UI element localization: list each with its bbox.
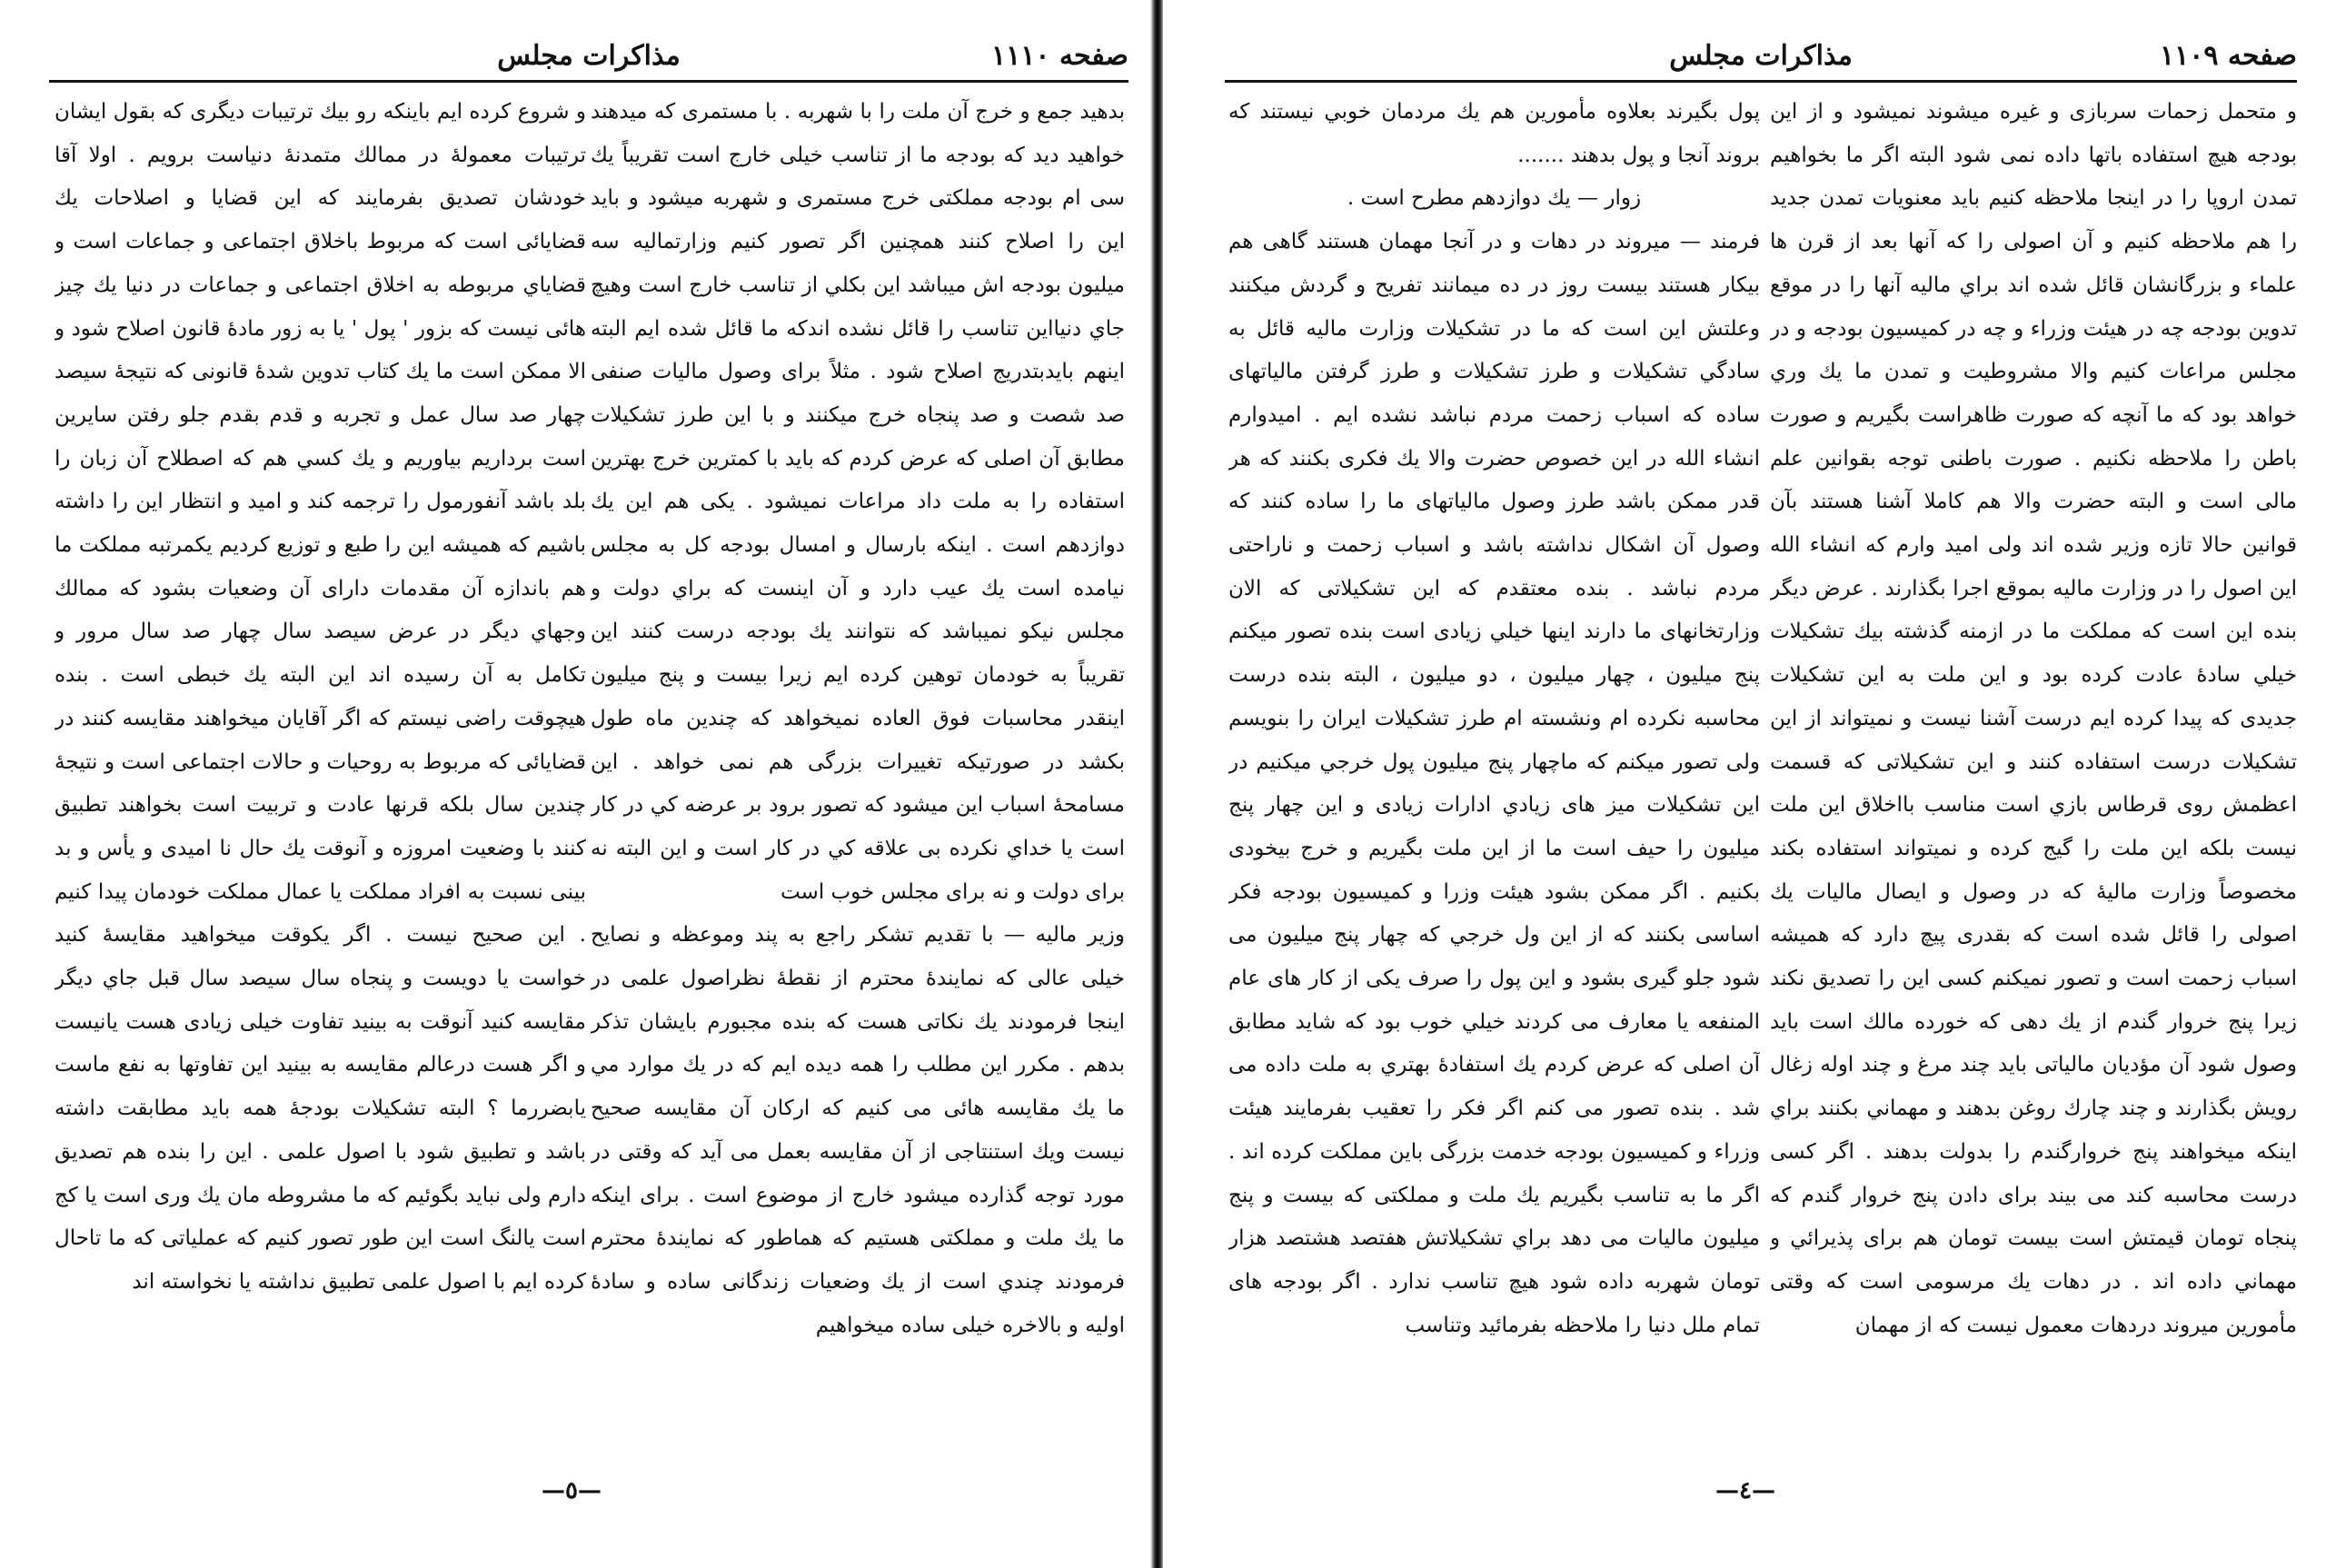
text-column-left [1228,91,1760,1476]
page-footer-number: —٤— [1715,1477,1775,1504]
paragraph: و شروع كرده ايم باينكه رو بيك ترتيبات ديگرى كه بقول ايشان ترتيبات معمولهٔ در ممالك متمدنهٔ دنياست برويم . اولا آقا خودشان تصديق بفرمايند كه اين قضايا و اصلاحات يك قضايائى است كه مربوط باخلاق اجتماعى و جماعات است و قضاياي مربوطه به اخلاق اجتماعى و جماعات در دنيا يك چيز هائى نيست كه بزور ' پول ' يا به زور مادهٔ قانون اصلاح شود و الا ممكن است ما يك كتاب تدوين شدهٔ قانونى كه نتيجهٔ سيصد چهار صد سال عمل و تجربه و قدم بقدم جلو رفتن سايرين است برداريم بياوريم و يك كسي هم كه اصطلاح آن زبان را بلد باشد آنفورمول را ترجمه كند و اميد و انتظار اين را داشته باشيم كه هميشه اين را طبع و توزيع كرديم يكمرتبه مملكت ما هم باندازه آن مقدمات داراى آن وضعيات بشود كه ممالك وجهاي ديگر در عرض سيصد سال چهار صد سال مرور و تكامل به آن رسيده اند اين البته يك خبطى است . بنده هيچوقت راضى نيستم كه اگر آقايان ميخواهند مقايسه كنند در قضايائى كه مربوط به روحيات و حالات اجتماعى است و نتيجهٔ چندين سال بلكه قرنها عادت و تربيت است بخواهند تطبيق كنند با وضعيت امروزه و آنوقت يك حال نا اميدى و يأس و بد بينى نسبت به افراد مملكت يا عمال مملكت خودمان پيدا كنيم . اين صحيح نيست . اگر يكوقت ميخواهيد مقايسهٔ كنيد خواست يا دويست و پنجاه سال سيصد سال قبل جاي ديگر مقايسه كنيد آنوقت به بينيد تفاوت خيلى زيادى هست يانيست و اگر هست درعالم مقايسه به بينيد اين تفاوتها به نفع ماست يابضررما ؟ البته تشكيلات بودجهٔ همه بايد مطابقت داشته باشد و تطبيق شود با اصول علمى . اين را بنده هم تصديق دارم ولى نبايد بگوئيم كه ما مشروطه مان يك ورى است يا كج است يالنگ است اين طور تصور كنيم كه عملياتى كه ما تاحال كرده ايم با اصول علمى تطبيق نداشته يا نخواسته اند [55,100,586,1294]
paragraph: پول بگيرند بعلاوه مأمورين هم يك مردمان خوبي نيستند كه بروند آنجا و پول بدهند ....... [1228,100,1760,167]
paragraph: فرمند — ميروند در دهات و در آنجا مهمان هستند گاهى هم بيكار هستند بيست روز در ده ميمانند تفريح و گردش ميكنند وعلتش اين است كه ما در تشكيلات وزارت ماليه قائل به سادگي تشكيلات و طرز تشكيلات و طرز گرفتن مالياتهاى ساده كه اسباب زحمت مردم نباشد نشده ايم . اميدوارم انشاء الله در اين خصوص حضرت والا يك فكرى بكنند كه هر قدر ممكن باشد طرز وصول مالياتهاى ما را ساده كنند كه وصول آن اشكال نداشته باشد و اسباب زحمت و ناراحتى مردم نباشد . بنده معتقدم كه اين تشكيلاتى كه الان وزارتخانهاى ما دارند اينها خيلي زيادى است بنده تصور ميكنم پنج ميليون ، چهار ميليون ، دو ميليون ، البته بنده درست محاسبه نكرده ام ونشسته ام طرز تشكيلات ايران را بنويسم ولى تصور ميكنم كه ماچهار پنج ميليون پول خرجي ميكنيم در اين تشكيلات ميز هاى زيادي ادارات زيادى و اين چهار پنج ميليون را حيف است ما از اين ملت بگيريم و خرج بيخودى بكنيم . اگر ممكن بشود هيئت وزرا و كميسيون بودجه فكر اساسى بكنند كه از اين ول خرجي كه چهار پنج ميليون مى شود جلو گيرى بشود و اين پول را صرف يكى از كار هاى عام المنفعه يا معارف مى كردند خيلي خوب بود كه شايد مطابق آن اصلى كه عرض كردم يك استفادهٔ بهتري به ملت داده مى شد . بنده تصور مى كنم اگر فكر را تعقيب بفرمايند هيئت وزراء و كميسيون بودجه خدمت بزرگى باين مملكت كرده اند . اگر ما به تناسب بگيريم يك ملت و مملكتى كه بيست و پنج ميليون ماليات مى دهد براي تشكيلاتش هفتصد هشتصد هزار تومان شهربه داده شود هيچ تناسب ندارد . اگر بودجه هاى تمام ملل دنيا را ملاحظه بفرمائيد وتناسب [1228,230,1760,1337]
page-number: صفحه ۱۱۰۹ [2160,40,2297,72]
left-page [0,0,1156,1568]
text-column-left [55,91,586,1476]
paragraph: بدهيد جمع و خرج آن ملت را با شهربه . با مستمرى كه ميدهند خواهيد ديد كه بودجه ما از تناسب خيلى خارج است تقريباً يك سى ام بودجه مملكتى خرج مستمرى و شهربه ميشود و بايد اين را اصلاح كنند همچنين اگر تصور كنيم وزارتماليه سه ميليون بودجه اش ميباشد اين بكلي از تناسب خارج است وهيچ جاي دنيااين تناسب را قائل نشده اندكه ما قائل شده ايم البته اينهم بايدبتدريج اصلاح شود . مثلاً براى وصول ماليات صنفى صد شصت و صد پنجاه خرج ميكنند و با اين طرز تشكيلات مطابق آن اصلى كه عرض كردم كه بايد با كمترين خرج بهترين استفاده را به ملت داد مراعات نميشود . يكى هم اين يك دوازدهم است . اينكه بارسال و امسال بودجه كل به مجلس نيامده است يك عيب دارد و آن اينست كه براي دولت و مجلس نيكو نميباشد كه نتوانند يك بودجه درست كنند اين تقريباً به خودمان توهين كرده ايم زيرا بيست و پنج ميليون اينقدر محاسبات فوق العاده نميخواهد كه چندين ماه طول بكشد در صورتيكه تغييرات بزرگى هم نمى خواهد . اين مسامحهٔ اسباب اين ميشود كه تصور برود بر عرضه كي در كار است يا خداي نكرده بى علاقه كي در كار است و اين البته نه براى دولت و نه براى مجلس خوب است [591,100,1125,904]
text-column-right [591,91,1125,1476]
header-rule [49,80,1128,83]
page-footer-number: —٥— [542,1477,601,1504]
running-title: مذاكرات مجلس [1669,40,1853,72]
page-number: صفحه ۱۱۱۰ [991,40,1128,72]
page-header [1225,40,2297,80]
running-title: مذاكرات مجلس [497,40,681,72]
header-rule [1225,80,2297,83]
page-header [49,40,1128,80]
right-page [1163,0,2326,1568]
text-column-right [1770,91,2297,1476]
paragraph: و متحمل زحمات سربازى و غيره ميشوند نميشود و از اين بودجه هيچ استفاده باتها داده نمى شود البته اگر ما بخواهيم تمدن اروپا را در اينجا ملاحظه كنيم بايد معنويات تمدن جديد را هم ملاحظه كنيم و آن اصولى را كه آنها بعد از قرن ها علماء و بزرگانشان قائل شده اند براي ماليه آنها را در موقع تدوين بودجه چه در هيئت وزراء و چه در كميسيون بودجه و در مجلس مراعات كنيم والا مشروطيت و تمدن ما يك وري خواهد بود كه ما آنچه كه صورت ظاهراست بگيريم و صورت باطن را ملاحظه نكنيم . صورت باطنى توجه بقوانين علم مالى است و البته حضرت والا هم كاملا آشنا هستند بآن قوانين حالا تازه وزير شده اند ولى اميد وارم كه انشاء الله اين اصول را در وزارت ماليه بموقع اجرا بگذارند . عرض ديگر بنده اين است كه مملكت ما در ازمنه گذشته بيك تشكيلات خيلي سادهٔ عادت كرده بود و اين ملت به اين تشكيلات جديدى كه پيدا كرده ايم درست آشنا نيست و نميتواند از اين تشكيلات درست استفاده كنند و اين تشكيلاتى كه قسمت اعظمش روى قرطاس بازي است مناسب بااخلاق اين ملت نيست بلكه اين ملت را گيج كرده و نميتواند استفاده بكند مخصوصاً وزارت ماليهٔ كه در وصول و ايصال ماليات يك اصولى را قائل شده است كه بقدرى پيچ دارد كه هميشه اسباب زحمت است و تصور نميكنم كسى اين را تصديق نكند زيرا پنج خروار گندم از يك دهى كه خورده مالك است بايد وصول شود آن مؤديان مالياتى بايد چند مرغ و چند اوله زغال رويش بگذارند و چند چارك روغن بدهند و مهماني بكنند براي اينكه ميخواهند پنج خروارگندم را بدولت بدهند . اگر كسى درست محاسبه كند مى بيند براى دادن پنج خروار گندم كه پنجاه تومان قيمتش است بيست تومان هم براى پذيرائي و مهماني داده اند . در دهات يك مرسومى است كه وقتى مأمورين ميروند دردهات معمول نيست كه از مهمان [1770,100,2297,1337]
speaker-line: زوار — يك دوازدهم مطرح است . [1347,186,1642,211]
paragraph: وزير ماليه — با تقديم تشكر راجع به پند وموعظه و نصايح خيلى عالى كه نمايندهٔ محترم از نقطهٔ نظراصول علمى در اينجا فرمودند يك نكاتى هست كه بنده مجبورم بايشان تذكر بدهم . مكرر اين مطلب را همه ديده ايم كه در يك موارد مي ما يك مقايسه هائى مى كنيم كه اركان آن مقايسه صحيح نيست ويك استنتاجى از آن مقايسه بعمل مى آيد كه وقتى در مورد توجه گذارده ميشود خارج از موضوع است . براى اينكه ما يك ملت و مملكتى هستيم كه هماطور كه نمايندهٔ محترم فرمودند چندي است از يك وضعيات زندگانى ساده و سادهٔ اوليه و بالاخره خيلى ساده ميخواهيم [591,923,1125,1337]
